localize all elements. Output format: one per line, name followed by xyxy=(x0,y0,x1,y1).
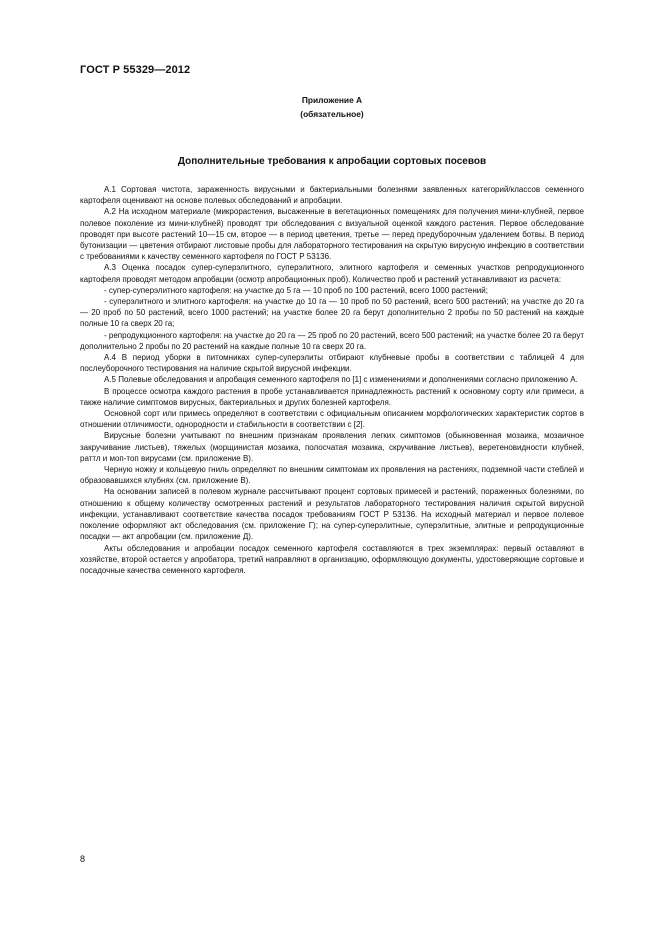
paragraph: Акты обследования и апробации посадок семенного картофеля составляются в трех экземплярах: первый оставляют в хозяйстве, второй остается у апробатора, третий направляют в организацию, оформляющую документы, удостоверяющие сортовые и посадочные качества семенного картофеля. xyxy=(80,543,584,575)
paragraph: На основании записей в полевом журнале рассчитывают процент сортовых примесей и растений, пораженных болезнями, по отношению к общему количеству осмотренных растений и результатов лабораторного тестирования наличия скрытой вирусной инфекции, устанавливают соответствие качества посадок требованиям ГОСТ Р 53136. На исходный материал и первое полевое поколение оформляют акт обследования (см. приложение Г); на супер-суперэлитные, суперэлитные, элитные и репродукционные посадки — акт апробации (см. приложение Д). xyxy=(80,487,584,542)
body-text xyxy=(80,184,584,576)
paragraph: А.1 Сортовая чистота, зараженность вирусными и бактериальными болезнями заявленных категорий/классов семенного картофеля оценивают на основе полевых обследований и апробации. xyxy=(80,185,584,206)
paragraph: Вирусные болезни учитывают по внешним признакам проявления легких симптомов (обыкновенная мозаика, мозаичное закручивание листьев), тяжелых (морщинистая мозаика, полосчатая мозаика, скручивание листьев), веретеновидности клубней, раттл и моп-топ вирусами (см. приложение В). xyxy=(80,431,584,463)
list-item: - суперэлитного и элитного картофеля: на участке до 10 га — 10 проб по 50 растений, всего 500 растений; на участке до 20 га — 20 проб по 50 растений, всего 1000 растений; на участке более 20 га берут дополнительно 2 пробы по 50 растений на каждые полные 10 га сверх 20 га; xyxy=(80,297,584,329)
paragraph: А.4 В период уборки в питомниках супер-суперэлиты отбирают клубневые пробы в соответствии с таблицей 4 для послеуборочного тестирования на наличие скрытой вирусной инфекции. xyxy=(80,353,584,374)
page-number: 8 xyxy=(80,854,86,864)
annex-label: Приложение А xyxy=(301,95,363,105)
paragraph: Черную ножку и кольцевую гниль определяют по внешним симптомам их проявления на растениях, подземной части стеблей и образовавшихся клубнях (см. приложение В). xyxy=(80,465,584,486)
section-title: Дополнительные требования к апробации сортовых посевов xyxy=(177,156,487,167)
document-code: ГОСТ Р 55329—2012 xyxy=(80,64,191,76)
annex-heading xyxy=(80,93,584,121)
paragraph: А.2 На исходном материале (микрорастения, высаженные в вегетационных помещениях для получения мини-клубней, первое полевое поколение из мини-клубней) проводят три обследования с визуальной оценкой каждого растения. Первое обследование проводят при высоте растений 10—15 см, второе — в период цветения, третье — перед предуборочным удалением ботвы. В период бутонизации — цветения отбирают листовые пробы для лабораторного тестирования на скрытую вирусную инфекцию в соответствии с требованиями к качеству семенного картофеля по ГОСТ Р 53136. xyxy=(80,207,584,262)
list-item: - супер-суперэлитного картофеля: на участке до 5 га — 10 проб по 100 растений, всего 1000 растений; xyxy=(104,285,488,295)
paragraph: В процессе осмотра каждого растения в пробе устанавливается принадлежность растений к основному сорту или примеси, а также наличие симптомов вирусных, бактериальных и других болезней картофеля. xyxy=(80,386,584,407)
paragraph: А.5 Полевые обследования и апробация семенного картофеля по [1] с изменениями и дополнениями согласно приложению А. xyxy=(104,375,578,385)
list-item: - репродукционного картофеля: на участке до 20 га — 25 проб по 20 растений, всего 500 растений; на участке более 20 га берут дополнительно 2 пробы по 20 растений на каждые полные 10 га сверх 20 га. xyxy=(80,330,584,351)
paragraph: А.3 Оценка посадок супер-суперэлитного, суперэлитного, элитного картофеля и семенных участков репродукционного картофеля проводят методом апробации (осмотр апробационных проб). Количество проб и растений устанавливают из расчета: xyxy=(80,263,584,284)
paragraph: Основной сорт или примесь определяют в соответствии с официальным описанием морфологических характеристик сортов в отношении отличимости, однородности и стабильности в соответствии с [2]. xyxy=(80,409,584,430)
annex-status: (обязательное) xyxy=(300,109,364,119)
